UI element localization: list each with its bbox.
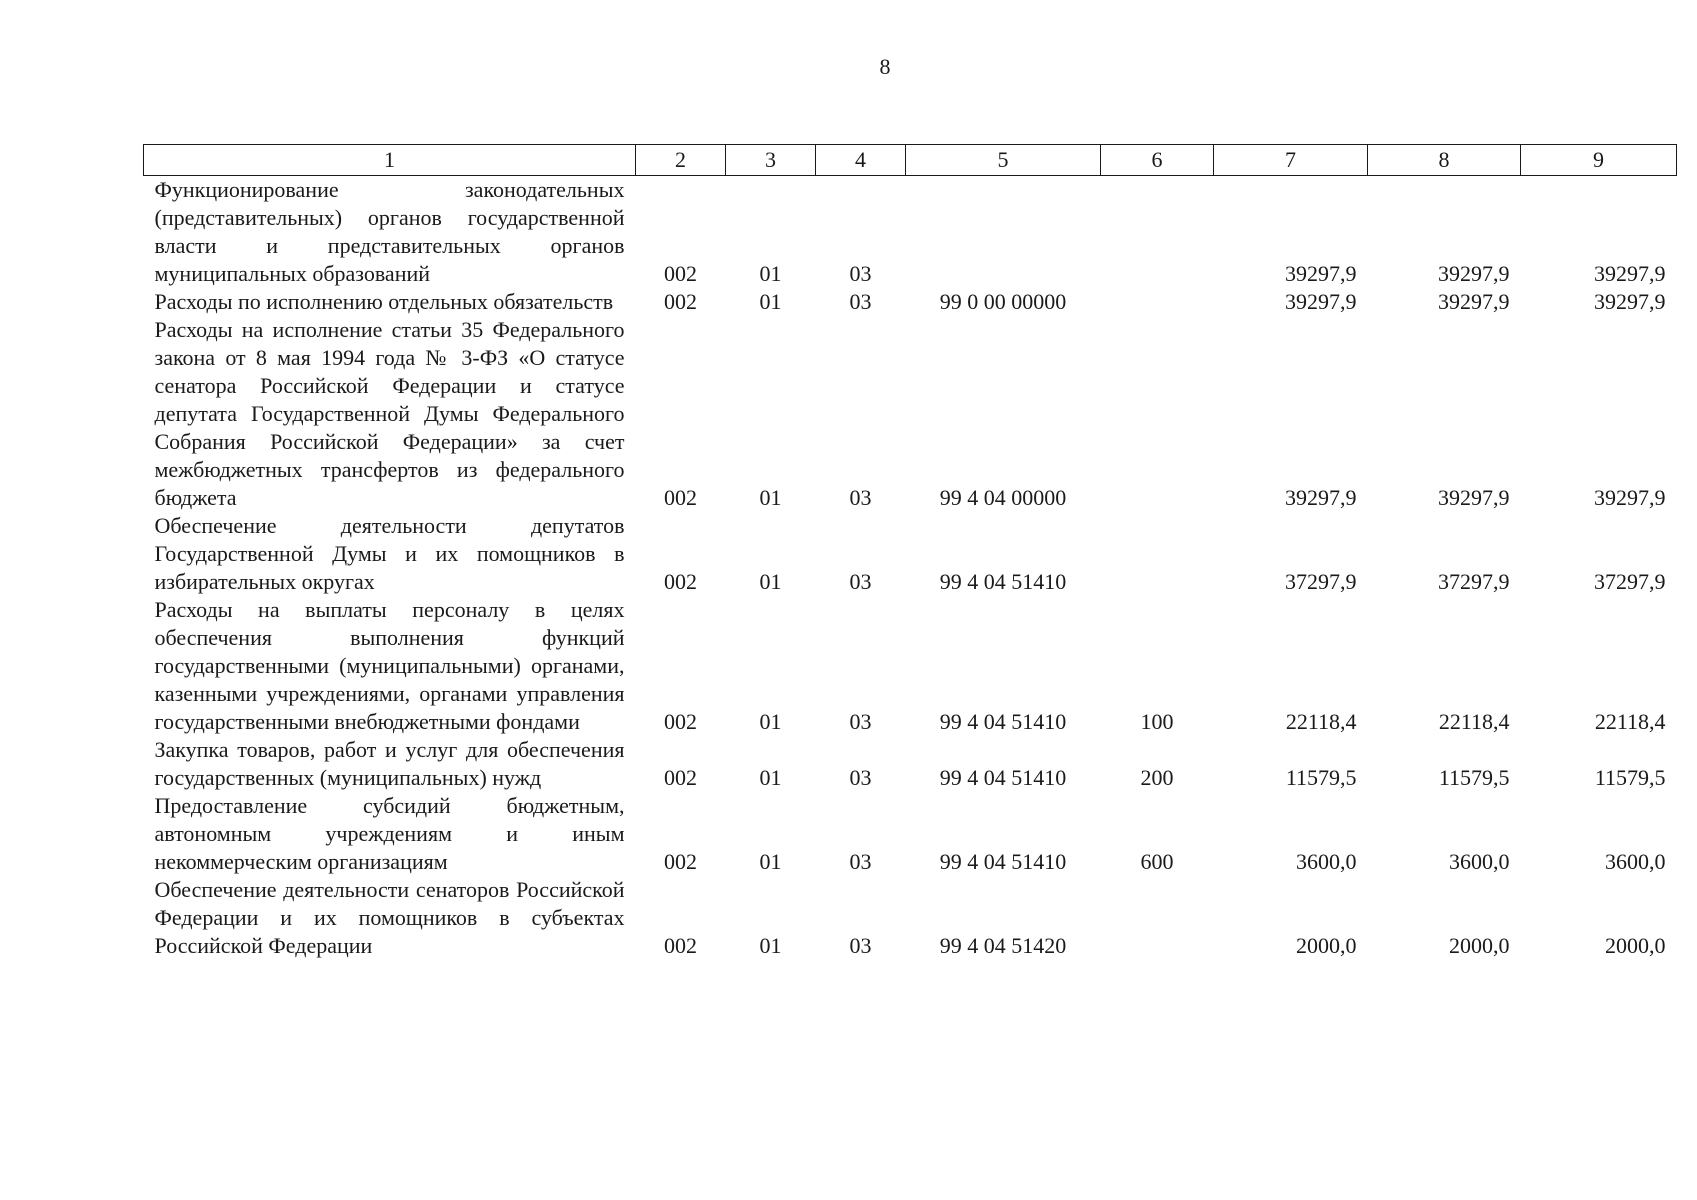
target-article-code: 99 4 04 51410: [939, 849, 1067, 874]
budget-table: [143, 144, 1677, 960]
table-row: [144, 792, 1677, 876]
amount-col-7: 39297,9: [1285, 261, 1357, 286]
table-row: [144, 512, 1677, 596]
target-article-code: 99 4 04 51410: [939, 765, 1067, 790]
ministry-code: 002: [664, 933, 697, 958]
section-code: 01: [759, 933, 782, 958]
column-number-8: 8: [1368, 145, 1521, 176]
target-article-code: 99 4 04 51420: [939, 933, 1067, 958]
expense-type-code: 600: [1140, 849, 1174, 874]
subsection-code: 03: [849, 261, 872, 286]
expense-type-code: [1101, 316, 1214, 512]
table-row: [144, 736, 1677, 792]
ministry-code: 002: [664, 261, 697, 286]
item-name: Расходы на выплаты персоналу в целях обеспечения выполнения функций государственными (муниципальными) органами, казенными учреждениями, органами управления государственными внебюджетными фондами: [154, 597, 625, 734]
amount-col-9: 11579,5: [1594, 765, 1666, 790]
amount-col-8: 3600,0: [1449, 849, 1510, 874]
amount-col-7: 39297,9: [1285, 485, 1357, 510]
amount-col-9: 39297,9: [1594, 485, 1666, 510]
item-name: Обеспечение деятельности депутатов Государственной Думы и их помощников в избирательных округах: [154, 513, 625, 594]
table-row: [144, 176, 1677, 289]
expense-type-code: [1101, 876, 1214, 960]
expense-type-code: 100: [1140, 709, 1174, 734]
ministry-code: 002: [664, 289, 697, 314]
amount-col-7: 11579,5: [1285, 765, 1357, 790]
amount-col-9: 2000,0: [1605, 933, 1666, 958]
section-code: 01: [759, 765, 782, 790]
item-name: Функционирование законодательных (представительных) органов государственной власти и представительных органов муниципальных образований: [154, 177, 625, 286]
amount-col-9: 37297,9: [1594, 569, 1666, 594]
item-name: Обеспечение деятельности сенаторов Российской Федерации и их помощников в субъектах Российской Федерации: [154, 877, 625, 958]
target-article-code: 99 4 04 51410: [939, 569, 1067, 594]
column-number-2: 2: [636, 145, 726, 176]
amount-col-8: 37297,9: [1438, 569, 1510, 594]
section-code: 01: [759, 261, 782, 286]
section-code: 01: [759, 569, 782, 594]
target-article-code: 99 4 04 51410: [939, 709, 1067, 734]
amount-col-9: 39297,9: [1594, 289, 1666, 314]
expense-type-code: 200: [1140, 765, 1174, 790]
column-number-9: 9: [1521, 145, 1677, 176]
amount-col-7: 2000,0: [1296, 933, 1357, 958]
item-name: Расходы по исполнению отдельных обязательств: [154, 289, 614, 314]
amount-col-8: 39297,9: [1438, 485, 1510, 510]
subsection-code: 03: [849, 569, 872, 594]
table-body: [144, 176, 1677, 961]
subsection-code: 03: [849, 709, 872, 734]
table-row: [144, 288, 1677, 316]
ministry-code: 002: [664, 485, 697, 510]
subsection-code: 03: [849, 849, 872, 874]
header-row: [144, 145, 1677, 176]
table-header: [144, 145, 1677, 176]
amount-col-9: 22118,4: [1594, 709, 1666, 734]
subsection-code: 03: [849, 933, 872, 958]
column-number-7: 7: [1214, 145, 1368, 176]
section-code: 01: [759, 709, 782, 734]
amount-col-8: 39297,9: [1438, 261, 1510, 286]
amount-col-8: 22118,4: [1438, 709, 1510, 734]
ministry-code: 002: [664, 765, 697, 790]
column-number-1: 1: [144, 145, 636, 176]
amount-col-7: 37297,9: [1285, 569, 1357, 594]
amount-col-7: 39297,9: [1285, 289, 1357, 314]
item-name: Расходы на исполнение статьи 35 Федерального закона от 8 мая 1994 года № 3-ФЗ «О статусе сенатора Российской Федерации и статусе депутата Государственной Думы Федерального Собрания Российской Федерации» за счет межбюджетных трансфертов из федерального бюджета: [154, 317, 625, 510]
column-number-4: 4: [816, 145, 906, 176]
amount-col-9: 3600,0: [1605, 849, 1666, 874]
subsection-code: 03: [849, 485, 872, 510]
target-article-code: [906, 176, 1101, 289]
expense-type-code: [1101, 512, 1214, 596]
amount-col-8: 2000,0: [1449, 933, 1510, 958]
section-code: 01: [759, 289, 782, 314]
table-row: [144, 316, 1677, 512]
subsection-code: 03: [849, 765, 872, 790]
amount-col-8: 11579,5: [1438, 765, 1510, 790]
target-article-code: 99 0 00 00000: [939, 289, 1067, 314]
expense-type-code: [1101, 288, 1214, 316]
table-row: [144, 596, 1677, 736]
amount-col-8: 39297,9: [1438, 289, 1510, 314]
item-name: Предоставление субсидий бюджетным, автономным учреждениям и иным некоммерческим организациям: [154, 793, 625, 874]
page-number: 8: [879, 54, 891, 79]
target-article-code: 99 4 04 00000: [939, 485, 1067, 510]
table-row: [144, 876, 1677, 960]
column-number-5: 5: [906, 145, 1101, 176]
column-number-6: 6: [1101, 145, 1214, 176]
section-code: 01: [759, 485, 782, 510]
ministry-code: 002: [664, 569, 697, 594]
subsection-code: 03: [849, 289, 872, 314]
ministry-code: 002: [664, 709, 697, 734]
amount-col-7: 22118,4: [1285, 709, 1357, 734]
column-number-3: 3: [726, 145, 816, 176]
amount-col-9: 39297,9: [1594, 261, 1666, 286]
ministry-code: 002: [664, 849, 697, 874]
expense-type-code: [1101, 176, 1214, 289]
item-name: Закупка товаров, работ и услуг для обеспечения государственных (муниципальных) нужд: [154, 737, 625, 790]
amount-col-7: 3600,0: [1296, 849, 1357, 874]
section-code: 01: [759, 849, 782, 874]
